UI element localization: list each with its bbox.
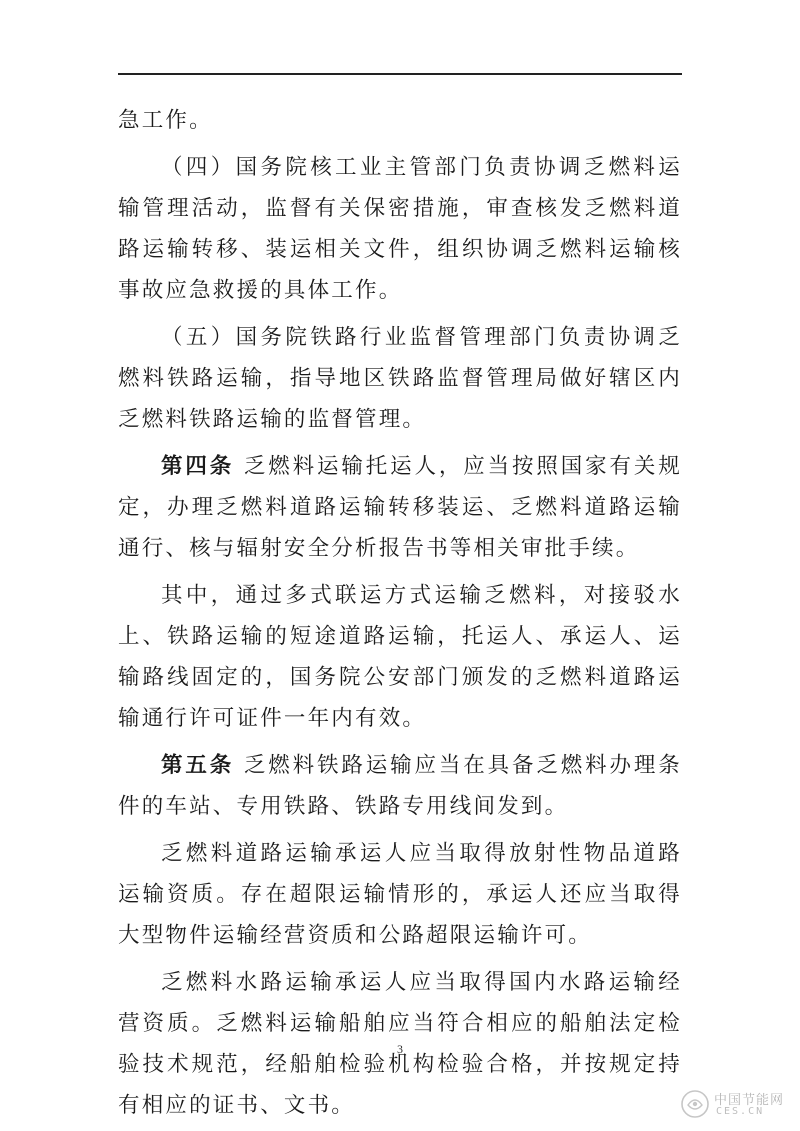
watermark-domain: CES.CN	[716, 1106, 765, 1117]
paragraph-article-four	[118, 446, 682, 569]
paragraph-text: 乏燃料道路运输承运人应当取得放射性物品道路运输资质。存在超限运输情形的，承运人还应当取得大型物件运输经营资质和公路超限运输许可。	[118, 841, 682, 948]
page-number: 3	[397, 1042, 403, 1056]
watermark-seal-icon	[680, 1089, 710, 1119]
paragraph-text: 其中，通过多式联运方式运输乏燃料，对接驳水上、铁路运输的短途道路运输，托运人、承运人、运输路线固定的，国务院公安部门颁发的乏燃料道路运输通行许可证件一年内有效。	[118, 583, 682, 731]
article-heading: 第四条	[161, 454, 235, 479]
paragraph-text: 乏燃料运输托运人，应当按照国家有关规定，办理乏燃料道路运输转移装运、乏燃料道路运输通行、核与辐射安全分析报告书等相关审批手续。	[118, 454, 682, 561]
paragraph-road-carrier	[118, 833, 682, 956]
paragraph-continuation	[118, 100, 682, 141]
paragraph-text: 乏燃料铁路运输应当在具备乏燃料办理条件的车站、专用铁路、铁路专用线间发到。	[118, 753, 682, 819]
paragraph-clause-four	[118, 147, 682, 311]
document-body	[118, 100, 682, 1126]
paragraph-text: （五）国务院铁路行业监督管理部门负责协调乏燃料铁路运输，指导地区铁路监督管理局做好辖区内乏燃料铁路运输的监督管理。	[118, 325, 682, 432]
article-heading: 第五条	[161, 753, 235, 778]
paragraph-clause-five	[118, 317, 682, 440]
header-rule	[118, 73, 682, 75]
site-watermark	[680, 1087, 790, 1123]
paragraph-multimodal	[118, 575, 682, 739]
paragraph-article-five	[118, 745, 682, 827]
paragraph-text: （四）国务院核工业主管部门负责协调乏燃料运输管理活动，监督有关保密措施，审查核发乏燃料道路运输转移、装运相关文件，组织协调乏燃料运输核事故应急救援的具体工作。	[118, 155, 682, 303]
paragraph-text: 急工作。	[118, 108, 213, 133]
watermark-name: 中国节能网	[714, 1093, 785, 1108]
paragraph-text: 乏燃料水路运输承运人应当取得国内水路运输经营资质。乏燃料运输船舶应当符合相应的船舶法定检验技术规范，经船舶检验机构检验合格，并按规定持有相应的证书、文书。	[118, 970, 682, 1118]
